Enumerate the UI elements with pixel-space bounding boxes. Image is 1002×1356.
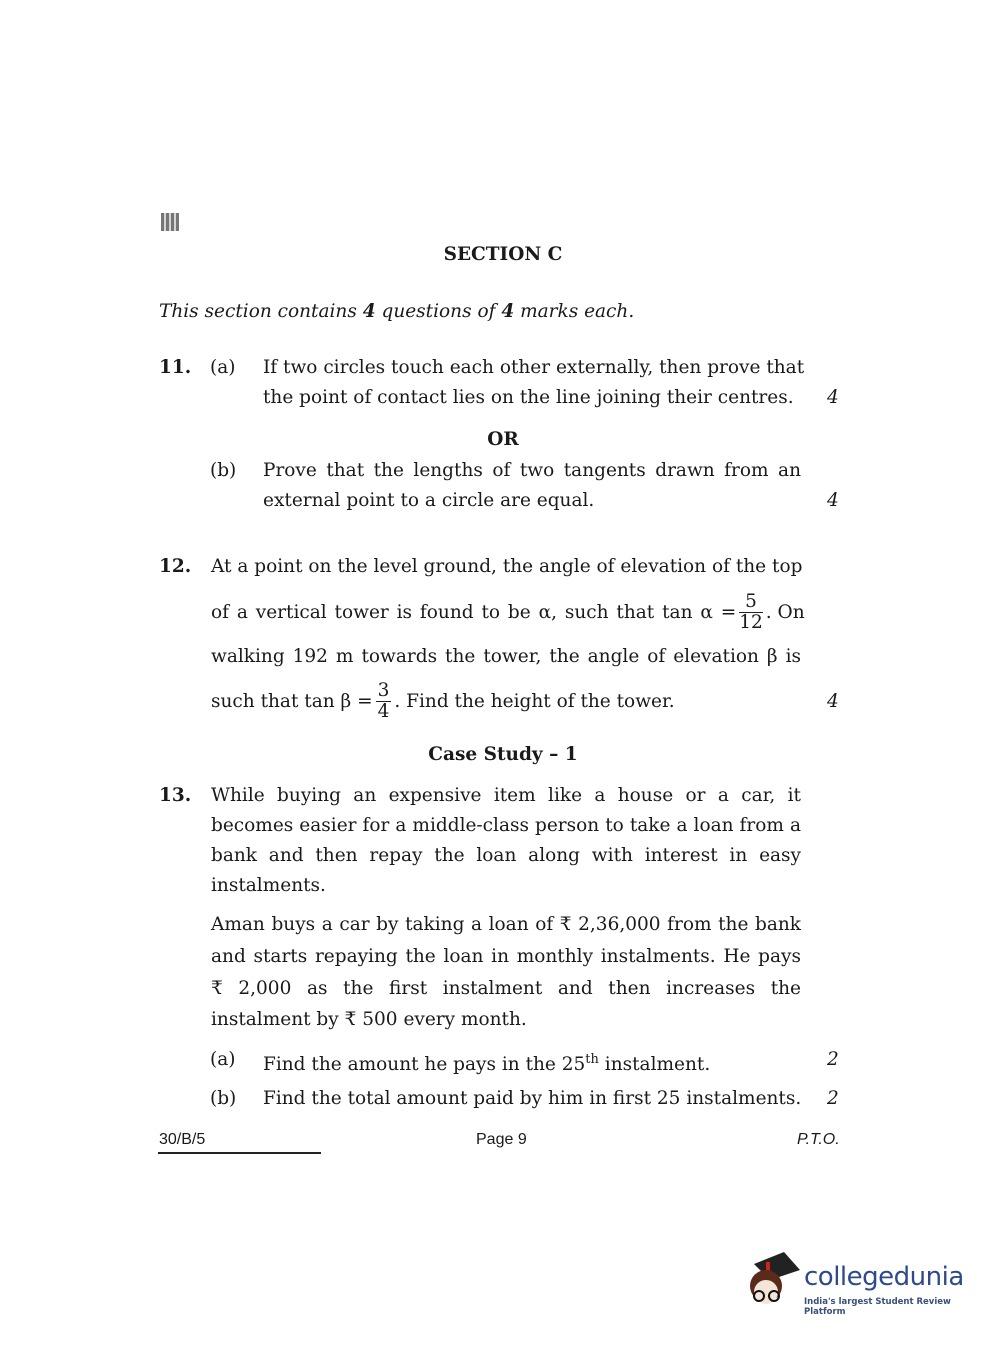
- option-label: (a): [210, 1049, 236, 1070]
- option-label: (a): [210, 357, 236, 378]
- question-number: 11.: [159, 357, 192, 378]
- option-label: (b): [210, 460, 237, 481]
- marks: 2: [827, 1049, 839, 1070]
- question-number: 12.: [159, 556, 192, 577]
- paper-code: 30/B/5: [159, 1131, 206, 1148]
- question-text: walking 192 m towards the tower, the angle of elevation β is: [211, 646, 801, 667]
- fraction: [376, 681, 392, 722]
- text: Find the amount he pays in the 25: [263, 1054, 586, 1076]
- numerator: 3: [377, 680, 390, 701]
- text: of a vertical tower is found to be α, such that tan α =: [211, 601, 737, 623]
- text: such that tan β =: [211, 690, 373, 712]
- numerator: 5: [739, 592, 763, 613]
- question-text: instalments.: [211, 875, 326, 896]
- superscript: th: [585, 1052, 599, 1067]
- collegedunia-logo: [744, 1250, 974, 1320]
- question-text: the point of contact lies on the line joining their centres.: [263, 387, 794, 408]
- question-text: and starts repaying the loan in monthly instalments. He pays: [211, 946, 801, 967]
- question-text: While buying an expensive item like a house or a car, it: [211, 785, 801, 806]
- intro-text: marks each.: [514, 301, 635, 322]
- question-text: external point to a circle are equal.: [263, 490, 595, 511]
- or-divider: OR: [487, 429, 519, 450]
- logo-wordmark: collegedunia: [804, 1262, 964, 1292]
- option-label: (b): [210, 1088, 237, 1109]
- logo-tagline: India's largest Student Review Platform: [804, 1297, 951, 1317]
- question-text: Prove that the lengths of two tangents drawn from an: [263, 460, 801, 481]
- page-number: Page 9: [476, 1131, 527, 1148]
- question-text: [211, 591, 805, 633]
- text: . On: [765, 601, 805, 623]
- intro-count: 4: [362, 301, 376, 322]
- marks: 2: [827, 1088, 839, 1109]
- question-text: instalment by ₹ 500 every month.: [211, 1009, 527, 1030]
- section-intro: [159, 301, 634, 323]
- denominator: 12: [739, 612, 763, 633]
- footer-rule: [158, 1152, 321, 1154]
- question-text: becomes easier for a middle-class person to take a loan from a: [211, 815, 801, 836]
- question-number: 13.: [159, 785, 192, 806]
- question-text: [263, 1049, 710, 1076]
- section-title: SECTION C: [443, 244, 563, 265]
- fraction: [739, 592, 763, 633]
- question-text: [211, 681, 675, 722]
- text: . Find the height of the tower.: [394, 690, 675, 712]
- question-text: Aman buys a car by taking a loan of ₹ 2,36,000 from the bank: [211, 914, 801, 935]
- intro-text: questions of: [375, 301, 502, 322]
- question-text: bank and then repay the loan along with interest in easy: [211, 845, 801, 866]
- pto-label: P.T.O.: [797, 1131, 840, 1148]
- marks: 4: [827, 387, 839, 408]
- intro-marks: 4: [501, 301, 515, 322]
- marks: 4: [827, 691, 839, 712]
- text: instalment.: [598, 1054, 711, 1076]
- qr-code-icon: [161, 213, 179, 231]
- mascot-icon: [744, 1250, 804, 1315]
- question-text: ₹ 2,000 as the first instalment and then increases the: [211, 978, 801, 999]
- question-text: At a point on the level ground, the angle of elevation of the top: [211, 556, 803, 577]
- denominator: 4: [377, 701, 390, 722]
- intro-text: This section contains: [159, 301, 363, 322]
- case-study-title: Case Study – 1: [428, 744, 578, 765]
- question-text: Find the total amount paid by him in first 25 instalments.: [263, 1088, 802, 1109]
- marks: 4: [827, 490, 839, 511]
- question-text: If two circles touch each other externally, then prove that: [263, 357, 805, 378]
